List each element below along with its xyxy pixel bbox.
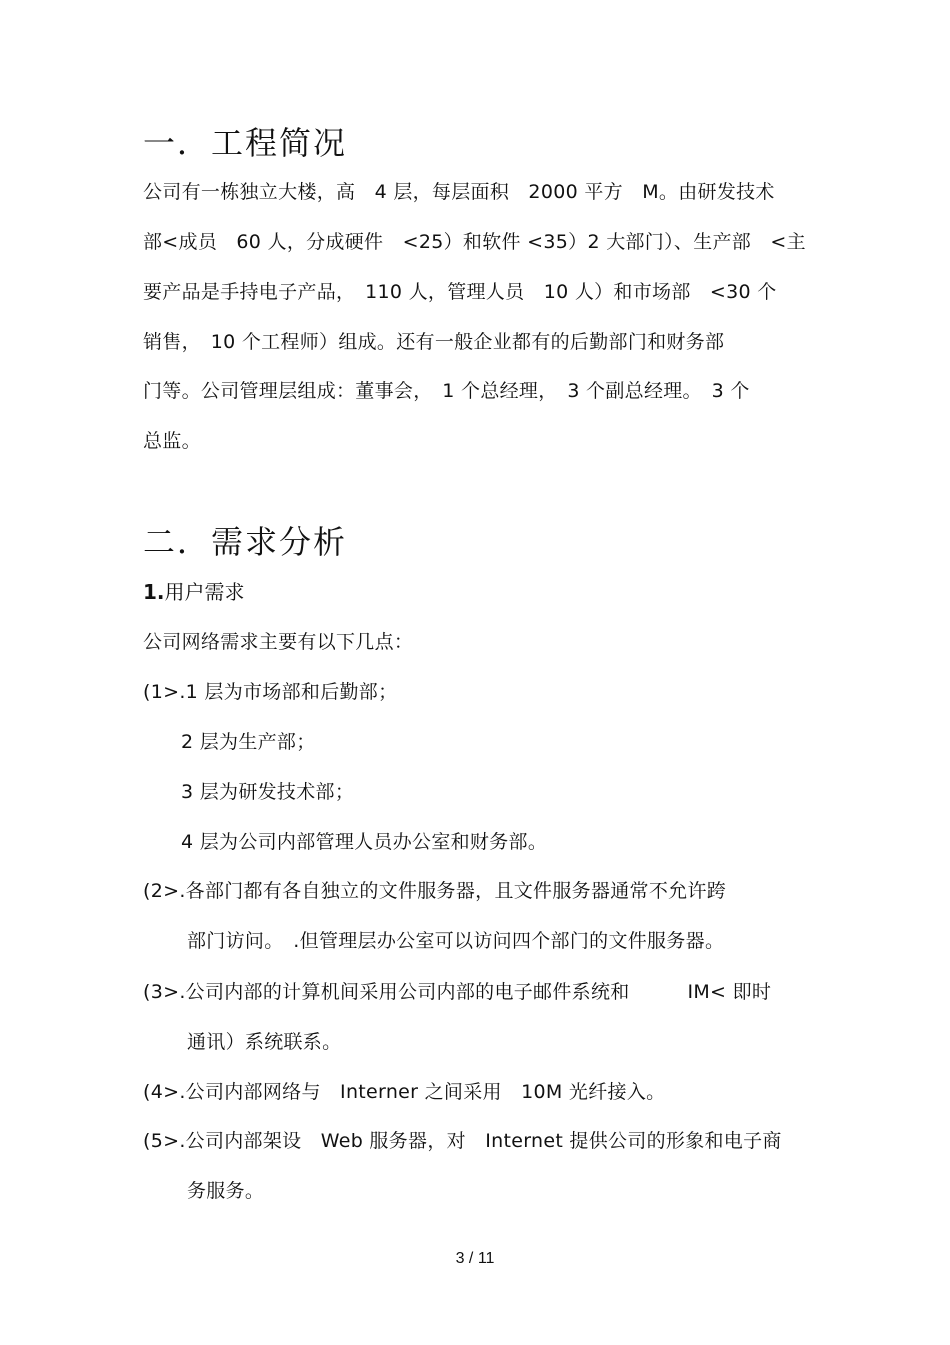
section-heading-requirements-analysis: 二．需求分析 — [143, 523, 348, 561]
requirement-item: 2 层为生产部； — [181, 731, 316, 753]
subheading-user-requirements — [143, 580, 245, 604]
requirement-item: (2>.各部门都有各自独立的文件服务器，且文件服务器通常不允许跨 — [143, 880, 727, 902]
requirement-item: (1>.1 层为市场部和后勤部； — [143, 681, 398, 703]
paragraph-line: 销售， 10 个工程师）组成。还有一般企业都有的后勤部门和财务部 — [143, 331, 725, 353]
paragraph-line: 要产品是手持电子产品， 110 人，管理人员 10 人）和市场部 <30 个 — [143, 281, 777, 303]
requirement-item: (4>.公司内部网络与 Interner 之间采用 10M 光纤接入。 — [143, 1081, 666, 1103]
requirement-item: 4 层为公司内部管理人员办公室和财务部。 — [181, 831, 548, 853]
requirement-item-continued: 部门访问。 .但管理层办公室可以访问四个部门的文件服务器。 — [187, 930, 725, 952]
intro-line: 公司网络需求主要有以下几点： — [143, 631, 414, 653]
requirement-item: (3>.公司内部的计算机间采用公司内部的电子邮件系统和 IM< 即时 — [143, 981, 772, 1003]
subheading-number: 1. — [143, 580, 165, 604]
paragraph-line: 门等。公司管理层组成：董事会， 1 个总经理， 3 个副总经理。 3 个 — [143, 380, 750, 402]
page-number: 3 / 11 — [455, 1250, 495, 1267]
requirement-item: 3 层为研发技术部； — [181, 781, 355, 803]
requirement-item-continued: 通讯）系统联系。 — [187, 1031, 342, 1053]
paragraph-line: 公司有一栋独立大楼，高 4 层，每层面积 2000 平方 M。由研发技术 — [143, 181, 775, 203]
requirement-item: (5>.公司内部架设 Web 服务器，对 Internet 提供公司的形象和电子商 — [143, 1130, 782, 1152]
section-heading-project-overview: 一．工程简况 — [143, 124, 348, 162]
subheading-text: 用户需求 — [164, 580, 245, 604]
paragraph-line: 部<成员 60 人，分成硬件 <25）和软件 <35）2 大部门）、生产部 <主 — [143, 231, 806, 253]
requirement-item-continued: 务服务。 — [187, 1180, 265, 1202]
paragraph-line: 总监。 — [143, 430, 201, 452]
